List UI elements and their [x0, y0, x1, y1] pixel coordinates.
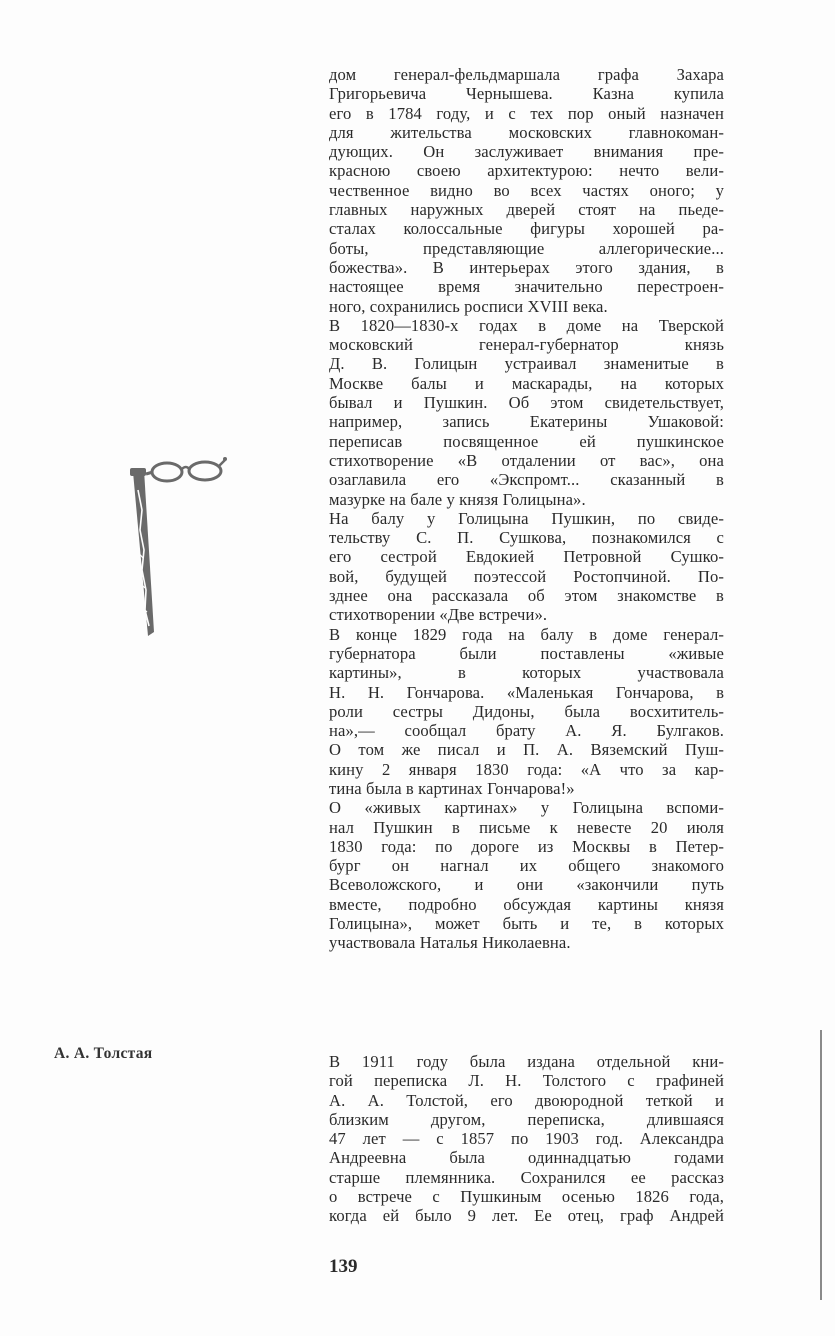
text-line: дом генерал-фельдмаршала графа Захара — [329, 65, 724, 84]
text-line: для жительства московских главнокоман- — [329, 122, 724, 142]
text-line: красною своею архитектурою: нечто вели- — [329, 161, 724, 181]
text-line: чественное видно во всех частях оного; у — [329, 180, 724, 200]
page-edge-rule — [820, 1030, 822, 1300]
text-line: о встрече с Пушкиным осенью 1826 года, — [329, 1187, 724, 1207]
text-line: главных наружных дверей стоят на пьеде- — [329, 200, 724, 220]
text-line: стихотворение «В отдалении от вас», она — [329, 450, 724, 470]
text-line: Н. Н. Гончарова. «Маленькая Гончарова, в — [329, 682, 724, 702]
text-line: В конце 1829 года на балу в доме генерал- — [329, 624, 724, 644]
side-heading: А. А. Толстая — [54, 1045, 153, 1062]
lorgnette-icon — [118, 450, 238, 640]
text-line: его в 1784 году, и с тех пор оный назначен — [329, 103, 724, 123]
text-line: Голицына», может быть и те, в которых — [329, 914, 724, 934]
text-line: Григорьевича Чернышева. Казна купила — [329, 84, 724, 104]
text-line: ного, сохранились росписи XVIII века. — [329, 296, 608, 316]
text-line: На балу у Голицына Пушкин, по свиде- — [329, 508, 724, 528]
text-line: дующих. Он заслуживает внимания пре- — [329, 142, 724, 162]
text-line: В 1820—1830-х годах в доме на Тверской — [329, 315, 724, 335]
text-line: близким другом, переписка, длившаяся — [329, 1109, 724, 1129]
text-line: 47 лет — с 1857 по 1903 год. Александра — [329, 1129, 724, 1149]
text-line: 1830 года: по дороге из Москвы в Петер- — [329, 836, 724, 856]
text-line: Москве балы и маскарады, на которых — [329, 373, 724, 393]
text-line: участвовала Наталья Николаевна. — [329, 933, 571, 953]
text-line: О том же писал и П. А. Вяземский Пуш- — [329, 740, 724, 760]
text-line: настоящее время значительно перестроен- — [329, 277, 724, 297]
text-line: Всеволожского, и они «закончили путь — [329, 875, 724, 895]
text-line: губернатора были поставлены «живые — [329, 643, 724, 663]
text-line: бург он нагнал их общего знакомого — [329, 856, 724, 876]
text-line: сталах колоссальные фигуры хорошей ра- — [329, 219, 724, 239]
text-line: нал Пушкин в письме к невесте 20 июля — [329, 817, 724, 837]
text-line: боты, представляющие аллегорические... — [329, 238, 724, 258]
text-line: О «живых картинах» у Голицына вспоми- — [329, 798, 724, 818]
text-line: кину 2 января 1830 года: «А что за кар- — [329, 759, 724, 779]
text-line: бывал и Пушкин. Об этом свидетельствует, — [329, 393, 724, 413]
text-line: В 1911 году была издана отдельной кни- — [329, 1052, 724, 1071]
text-line: переписав посвященное ей пушкинское — [329, 431, 724, 451]
text-block-2 — [329, 1052, 724, 1226]
text-line: А. А. Толстой, его двоюродной теткой и — [329, 1090, 724, 1110]
text-line: зднее она рассказала об этом знакомстве в — [329, 586, 724, 606]
text-line: роли сестры Дидоны, была восхититель- — [329, 701, 724, 721]
text-line: мазурке на бале у князя Голицына». — [329, 489, 586, 509]
text-line: вместе, подробно обсуждая картины князя — [329, 894, 724, 914]
text-line: гой переписка Л. Н. Толстого с графиней — [329, 1071, 724, 1091]
text-block-1 — [329, 65, 724, 953]
text-line: на»,— сообщал брату А. Я. Булгаков. — [329, 721, 724, 741]
text-line: Д. В. Голицын устраивал знаменитые в — [329, 354, 724, 374]
text-line: Андреевна была одиннадцатью годами — [329, 1148, 724, 1168]
text-line: картины», в которых участвовала — [329, 663, 724, 683]
text-line: его сестрой Евдокией Петровной Сушко- — [329, 547, 724, 567]
text-line: божества». В интерьерах этого здания, в — [329, 257, 724, 277]
text-line: например, запись Екатерины Ушаковой: — [329, 412, 724, 432]
text-line: стихотворении «Две встречи». — [329, 605, 548, 625]
page-number: 139 — [329, 1256, 358, 1277]
text-line: московский генерал-губернатор князь — [329, 335, 724, 355]
text-line: старше племянника. Сохранился ее рассказ — [329, 1167, 724, 1187]
text-line: когда ей было 9 лет. Ее отец, граф Андрей — [329, 1206, 724, 1226]
text-line: тельству С. П. Сушкова, познакомился с — [329, 528, 724, 548]
text-line: тина была в картинах Гончарова!» — [329, 778, 575, 798]
text-line: озаглавила его «Экспромт... сказанный в — [329, 470, 724, 490]
text-line: вой, будущей поэтессой Ростопчиной. По- — [329, 566, 724, 586]
